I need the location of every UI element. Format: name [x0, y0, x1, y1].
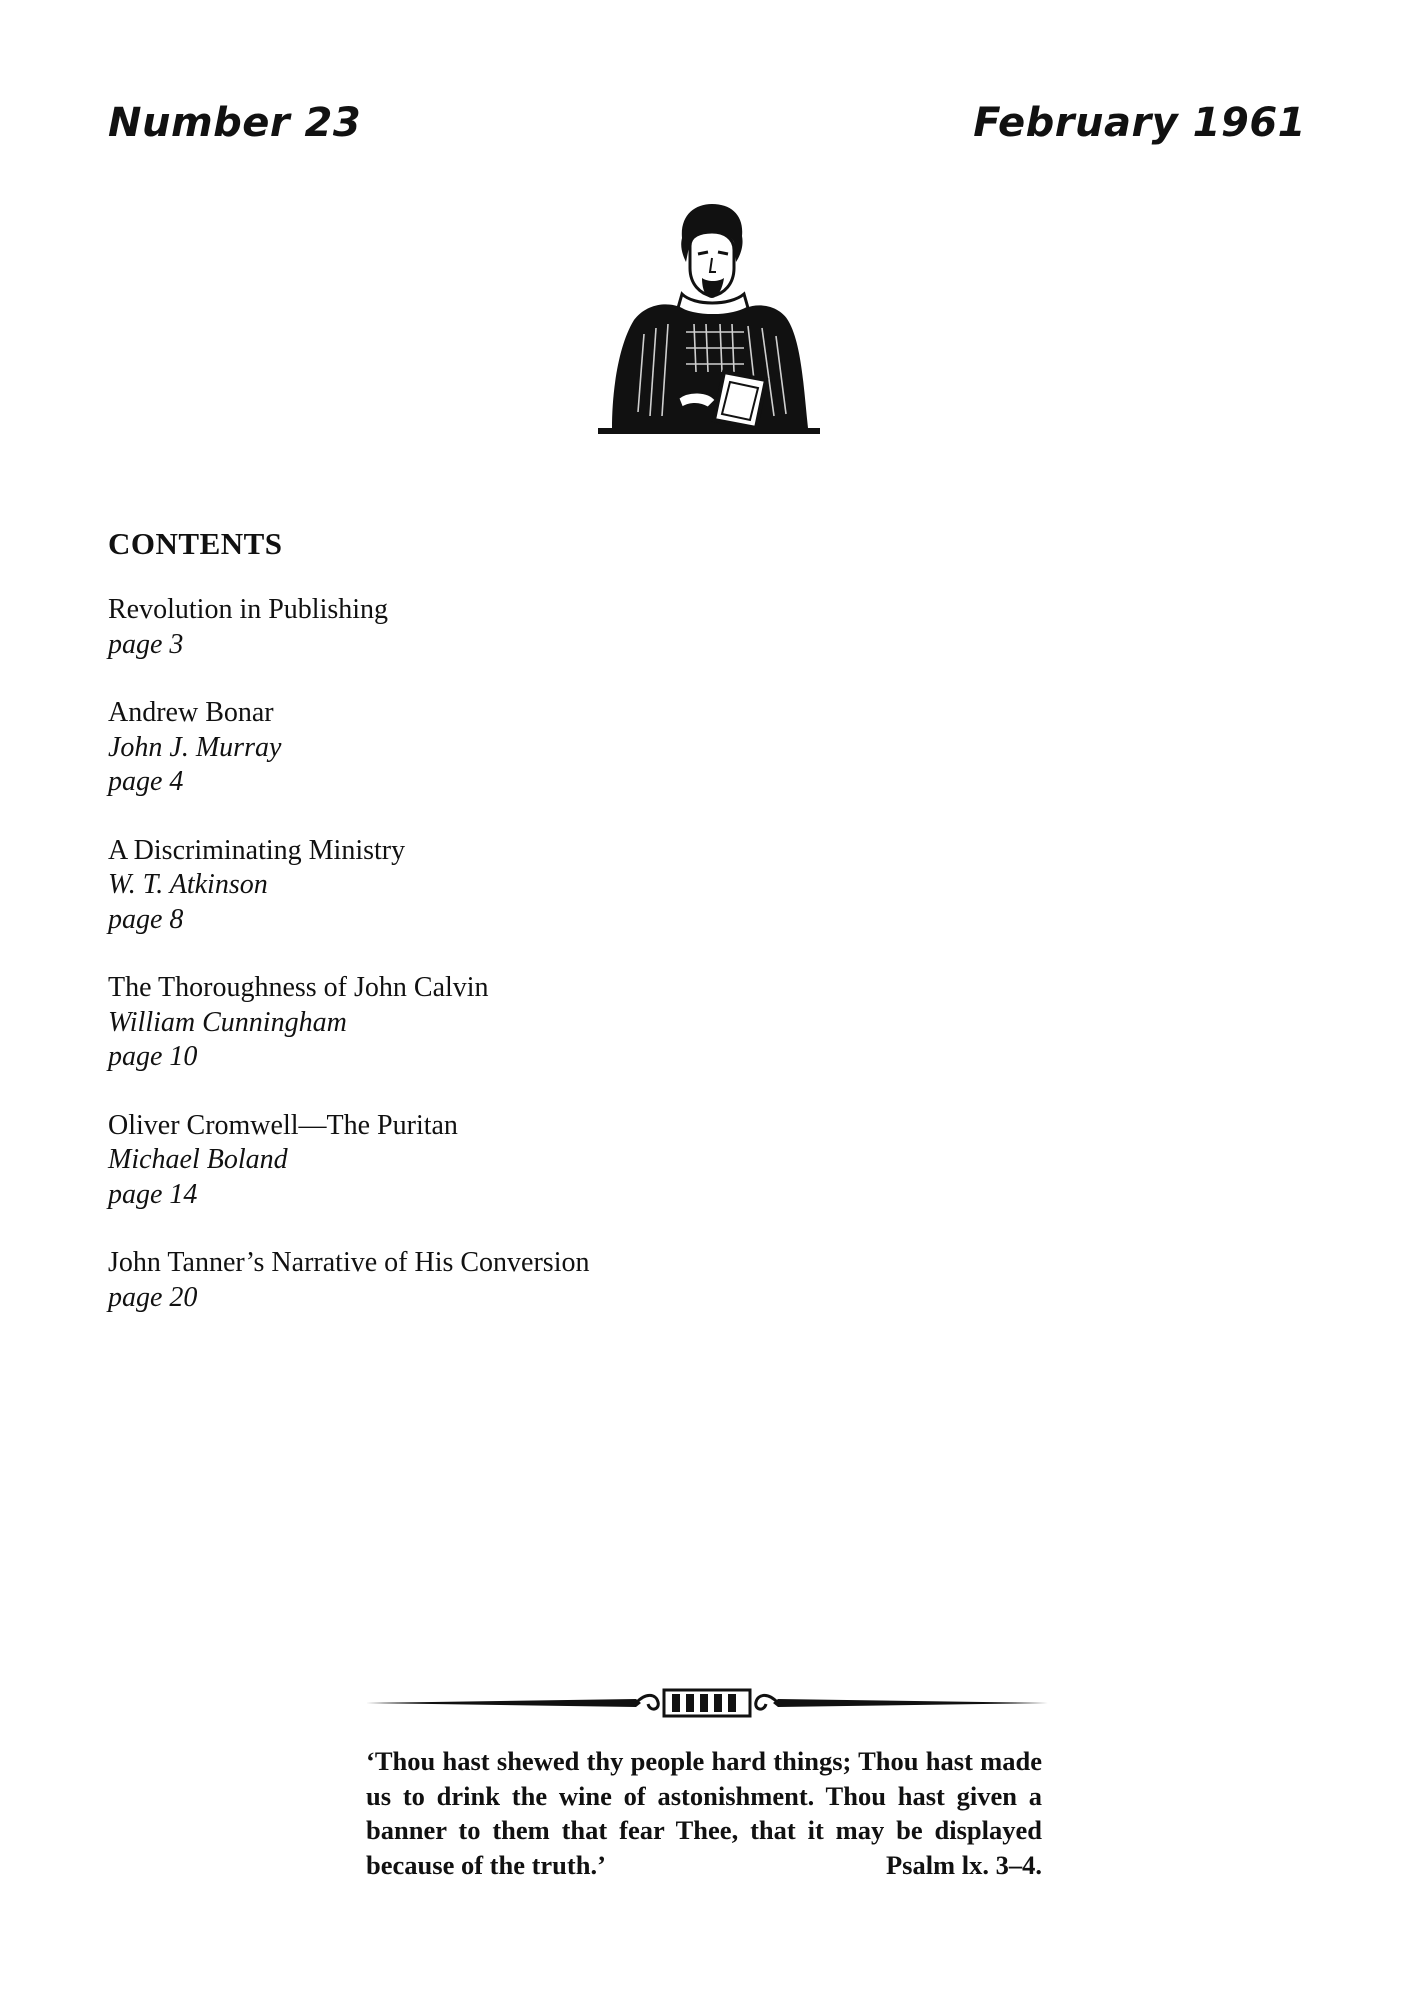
contents-item-title: Andrew Bonar	[108, 697, 274, 728]
contents-item	[108, 971, 589, 1075]
quote-reference: Psalm lx. 3–4.	[885, 1849, 1042, 1880]
contents-item-page: page 14	[108, 1178, 198, 1210]
contents-item-title: Revolution in Publishing	[108, 594, 389, 625]
contents-item-author: John J. Murray	[108, 731, 282, 763]
contents-item-page: page 10	[108, 1041, 198, 1072]
book-ornament-divider-icon	[366, 1682, 1048, 1724]
issue-date: February 1961	[973, 100, 1306, 146]
contents-item	[108, 696, 589, 800]
contents-item-title: A Discriminating Ministry	[108, 834, 406, 866]
scripture-quote	[366, 1744, 1042, 1882]
contents-item-author: W. T. Atkinson	[108, 869, 268, 900]
contents-item-page: page 20	[108, 1281, 198, 1313]
contents-item-page: page 3	[108, 628, 184, 660]
contents-item	[108, 834, 589, 938]
contents-item	[108, 1109, 589, 1213]
contents-item	[108, 593, 589, 662]
contents-item-title: John Tanner’s Narrative of His Conversion	[108, 1247, 590, 1278]
contents-item-author: Michael Boland	[108, 1144, 288, 1175]
puritan-portrait-icon	[598, 202, 820, 444]
contents-item-title: The Thoroughness of John Calvin	[108, 972, 489, 1003]
contents-item-page: page 8	[108, 903, 184, 935]
quote-text: ‘Thou hast shewed thy people hard things; Thou hast made us to drink the wine of astonishment. Thou hast given a banner to them that fear Thee, that it may be displayed because of the truth.’	[366, 1746, 1042, 1880]
contents-heading: CONTENTS	[108, 526, 283, 561]
contents-list	[108, 593, 589, 1349]
contents-item	[108, 1246, 589, 1315]
contents-item-page: page 4	[108, 766, 184, 797]
issue-number: Number 23	[108, 100, 362, 146]
contents-item-title: Oliver Cromwell—The Puritan	[108, 1109, 458, 1141]
contents-item-author: William Cunningham	[108, 1006, 347, 1038]
